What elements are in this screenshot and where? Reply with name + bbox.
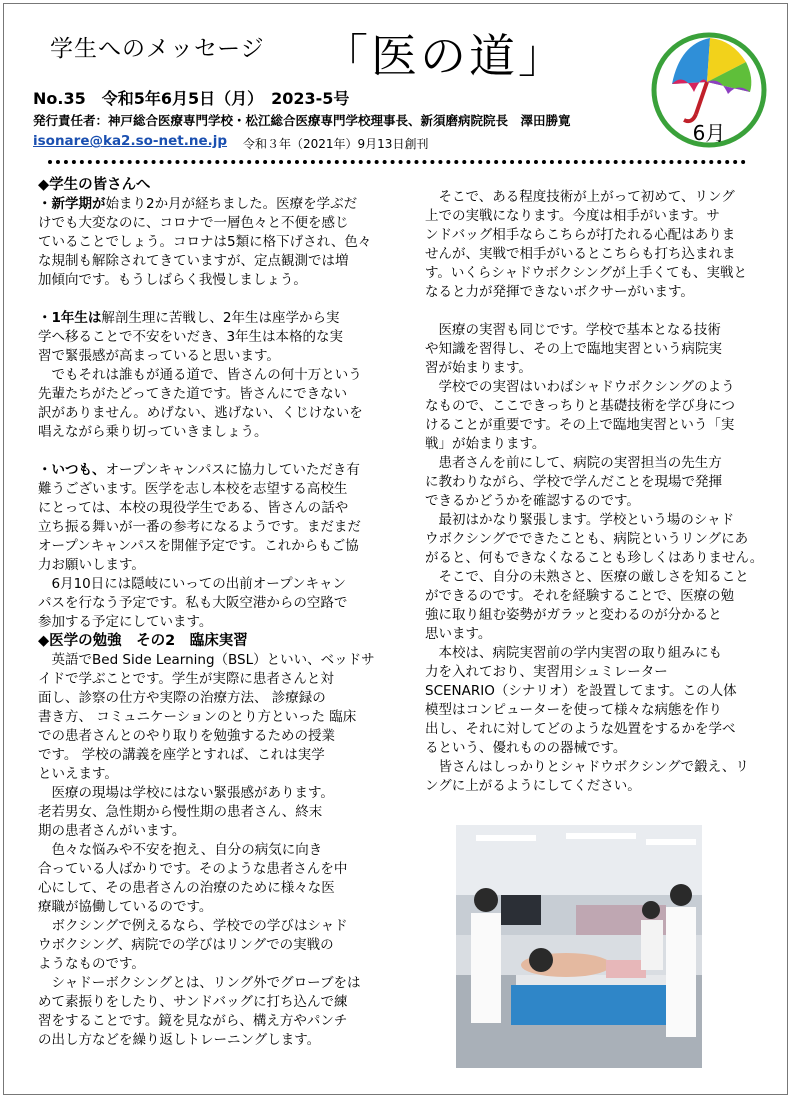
left-column-spacer [38, 442, 396, 461]
left-column-line: 英語でBed Side Learning（BSL）といい、ベッドサ [38, 652, 375, 668]
right-column-line: けることが重要です。その上で臨地実習という「実 [425, 417, 735, 433]
right-column-line: るという、優れものの器械です。 [425, 740, 627, 756]
left-column-line: にとっては、本校の現役学生である、皆さんの話や [38, 500, 349, 516]
right-column-line: 上での実戦になります。今度は相手がいます。サ [425, 208, 720, 224]
lead-phrase: ・1年生は [38, 310, 102, 326]
left-column-line: 訳がありません。めげない、逃げない、くじけないを [38, 405, 363, 421]
left-column-line: 立ち振る舞いが一番の参考になるようです。まだまだ [38, 519, 361, 535]
left-column-line: シャドーボクシングとは、リング外でグローブをは [38, 975, 361, 991]
newsletter-title: 「医の道」 [322, 29, 567, 83]
right-column-line: に教わりながら、学校で学んだことを現場で発揮 [425, 474, 722, 490]
right-column-line: や知識を習得し、その上で臨地実習という病院実 [425, 341, 722, 357]
left-column [38, 176, 396, 1050]
right-column-line: なもので、ここできっちりと基礎技術を学び身につ [425, 398, 735, 414]
right-column-line: 最初はかなり緊張します。学校という場のシャド [425, 512, 735, 528]
left-column-line: イドで学ぶことです。学生が実際に患者さんと対 [38, 671, 334, 687]
left-column-line: ◆学生の皆さんへ [38, 177, 151, 193]
left-column-line: 合っている人ばかりです。そのような患者さんを中 [38, 861, 348, 877]
right-column-line: そこで、ある程度技術が上がって初めて、リング [425, 189, 735, 205]
founded-date: 令和３年（2021年）9月13日創刊 [243, 137, 429, 151]
classroom-simulator-photo [456, 825, 702, 1068]
right-column-line: なると力が発揮できないボクサーがいます。 [425, 284, 694, 300]
right-column-line: がると、何もできなくなることも珍しくはありません。 [425, 550, 764, 566]
left-column-line: 力お願いします。 [38, 557, 145, 573]
left-column-line: 老若男女、急性期から慢性期の患者さん、終末 [38, 804, 323, 820]
right-column-line: ができるのです。それを経験することで、医療の勉 [425, 588, 735, 604]
right-column-line: 習が始まります。 [425, 360, 532, 376]
lead-phrase: ・いつも、 [38, 462, 106, 478]
right-column-line: 学校での実習はいわばシャドウボクシングのよう [425, 379, 735, 395]
left-column-line [38, 309, 396, 328]
right-column-line: できるかどうかを確認するのです。 [425, 493, 640, 509]
line-text: オープンキャンパスに協力していただき有 [105, 462, 360, 478]
right-column-line: ングに上がるようにしてください。 [425, 778, 641, 794]
month-label: 6月 [692, 121, 726, 145]
left-column-line: オープンキャンパスを開催予定です。これからもご協 [38, 538, 359, 554]
newsletter-subtitle: 学生へのメッセージ [50, 36, 265, 62]
left-column-line: な規制も解除されてきていますが、定点観測では増 [38, 253, 349, 269]
right-column-line: 出し、それに対してどのような処置をするかを学べ [425, 721, 736, 737]
left-column-line: 6月10日には隠岐にいっての出前オープンキャン [38, 576, 347, 592]
right-column-line: 模型はコンピューターを使って様々な病態を作り [425, 702, 722, 718]
left-column-line: ボクシングで例えるなら、学校での学びはシャド [38, 918, 348, 934]
right-column-line: 患者さんを前にして、病院の実習担当の先生方 [425, 455, 722, 471]
right-column-line: 強に取り組む姿勢がガラッと変わるのが分かると [425, 607, 722, 623]
left-column-line: の出し方などを繰り返しトレーニングします。 [38, 1032, 321, 1048]
left-column-line: でもそれは誰もが通る道で、皆さんの何十万という [38, 367, 362, 383]
left-column-line: 参加する予定にしています。 [38, 614, 213, 630]
left-column-line [38, 195, 396, 214]
right-column-line: 力を入れており、実習用シュミレーター [425, 664, 668, 680]
left-column-line: 療職が協働しているのです。 [38, 899, 213, 915]
left-column-line: 唱えながら乗り切っていきましょう。 [38, 424, 268, 440]
left-column-line: 学へ移ることで不安をいだき、3年生は本格的な実 [38, 329, 344, 345]
right-column-line: 皆さんはしっかりとシャドウボクシングで鍛え、リ [425, 759, 749, 775]
left-column-line: ていることでしょう。コロナは5類に格下げされ、色々 [38, 234, 372, 250]
left-column-line: 難うございます。医学を志し本校を志望する高校生 [38, 481, 348, 497]
right-column-line: 思います。 [425, 626, 492, 642]
publisher-line: 発行責任者：神戸総合医療専門学校・松江総合医療専門学校理事長、新須磨病院院長 澤田勝寛 [33, 113, 571, 128]
right-column-line: 戦」が始まります。 [425, 436, 546, 452]
left-column-line: 習をすることです。鏡を見ながら、構え方やパンチ [38, 1013, 348, 1029]
header-divider [48, 160, 746, 164]
left-column-line: での患者さんとのやり取りを勉強するための授業 [38, 728, 335, 744]
umbrella-month-badge [650, 22, 768, 158]
line-text: 始まり2か月が経ちました。医療を学ぶだ [105, 196, 358, 212]
left-column-line: 先輩たちがたどってきた道です。皆さんにできない [38, 386, 348, 402]
left-column-line: といえます。 [38, 766, 118, 782]
lead-phrase: ・新学期が [38, 196, 106, 212]
right-column-line: ンドバッグ相手ならこちらが打たれる心配はありま [425, 227, 736, 243]
line-text: 解剖生理に苦戦し、2年生は座学から実 [101, 310, 340, 326]
left-column-line: めて素振りをしたり、サンドバッグに打ち込んで練 [38, 994, 348, 1010]
left-column-line: 面し、診察の仕方や実際の治療方法、 診療録の [38, 690, 326, 706]
left-column-line: 心にして、その患者さんの治療のために様々な医 [38, 880, 335, 896]
left-column-line: 医療の現場は学校にはない緊張感があります。 [38, 785, 334, 801]
left-column-line: ようなものです。 [38, 956, 145, 972]
right-column-line: そこで、自分の未熟さと、医療の厳しさを知ること [425, 569, 749, 585]
left-column-spacer [38, 290, 396, 309]
left-column-line [38, 461, 396, 480]
right-column-line: SCENARIO（シナリオ）を設置してます。この人体 [425, 683, 737, 699]
left-column-line: 書き方、 コミュニケーションのとり方といった 臨床 [38, 709, 357, 725]
right-column-line: ウボクシングでできたことも、病院というリングにあ [425, 531, 749, 547]
left-column-line: 色々な悩みや不安を抱え、自分の病気に向き [38, 842, 323, 858]
left-column-line: ウボクシング、病院での学びはリングでの実戦の [38, 937, 334, 953]
right-column-line: 医療の実習も同じです。学校で基本となる技術 [425, 322, 721, 338]
left-column-line: 習で緊張感が高まっていると思います。 [38, 348, 280, 364]
right-column-spacer [425, 302, 760, 321]
left-column-line: パスを行なう予定です。私も大阪空港からの空路で [38, 595, 348, 611]
left-column-line: 加傾向です。もうしばらく我慢しましょう。 [38, 272, 307, 288]
left-column-line: 期の患者さんがいます。 [38, 823, 186, 839]
email-link[interactable]: isonare@ka2.so-net.ne.jp [33, 133, 228, 149]
left-column-line: けでも大変なのに、コロナで一層色々と不便を感じ [38, 215, 349, 231]
right-column-line: す。いくらシャドウボクシングが上手くても、実戦と [425, 265, 748, 281]
issue-line: No.35 令和5年6月5日（月） 2023-5号 [33, 89, 350, 108]
left-column-line: ◆医学の勉強 その2 臨床実習 [38, 633, 248, 649]
right-column [425, 188, 764, 796]
left-column-line: です。 学校の講義を座学とすれば、これは実学 [38, 747, 325, 763]
right-column-line: せんが、実戦で相手がいるとこちらも打ち込まれま [425, 246, 736, 262]
right-column-line: 本校は、病院実習前の学内実習の取り組みにも [425, 645, 722, 661]
